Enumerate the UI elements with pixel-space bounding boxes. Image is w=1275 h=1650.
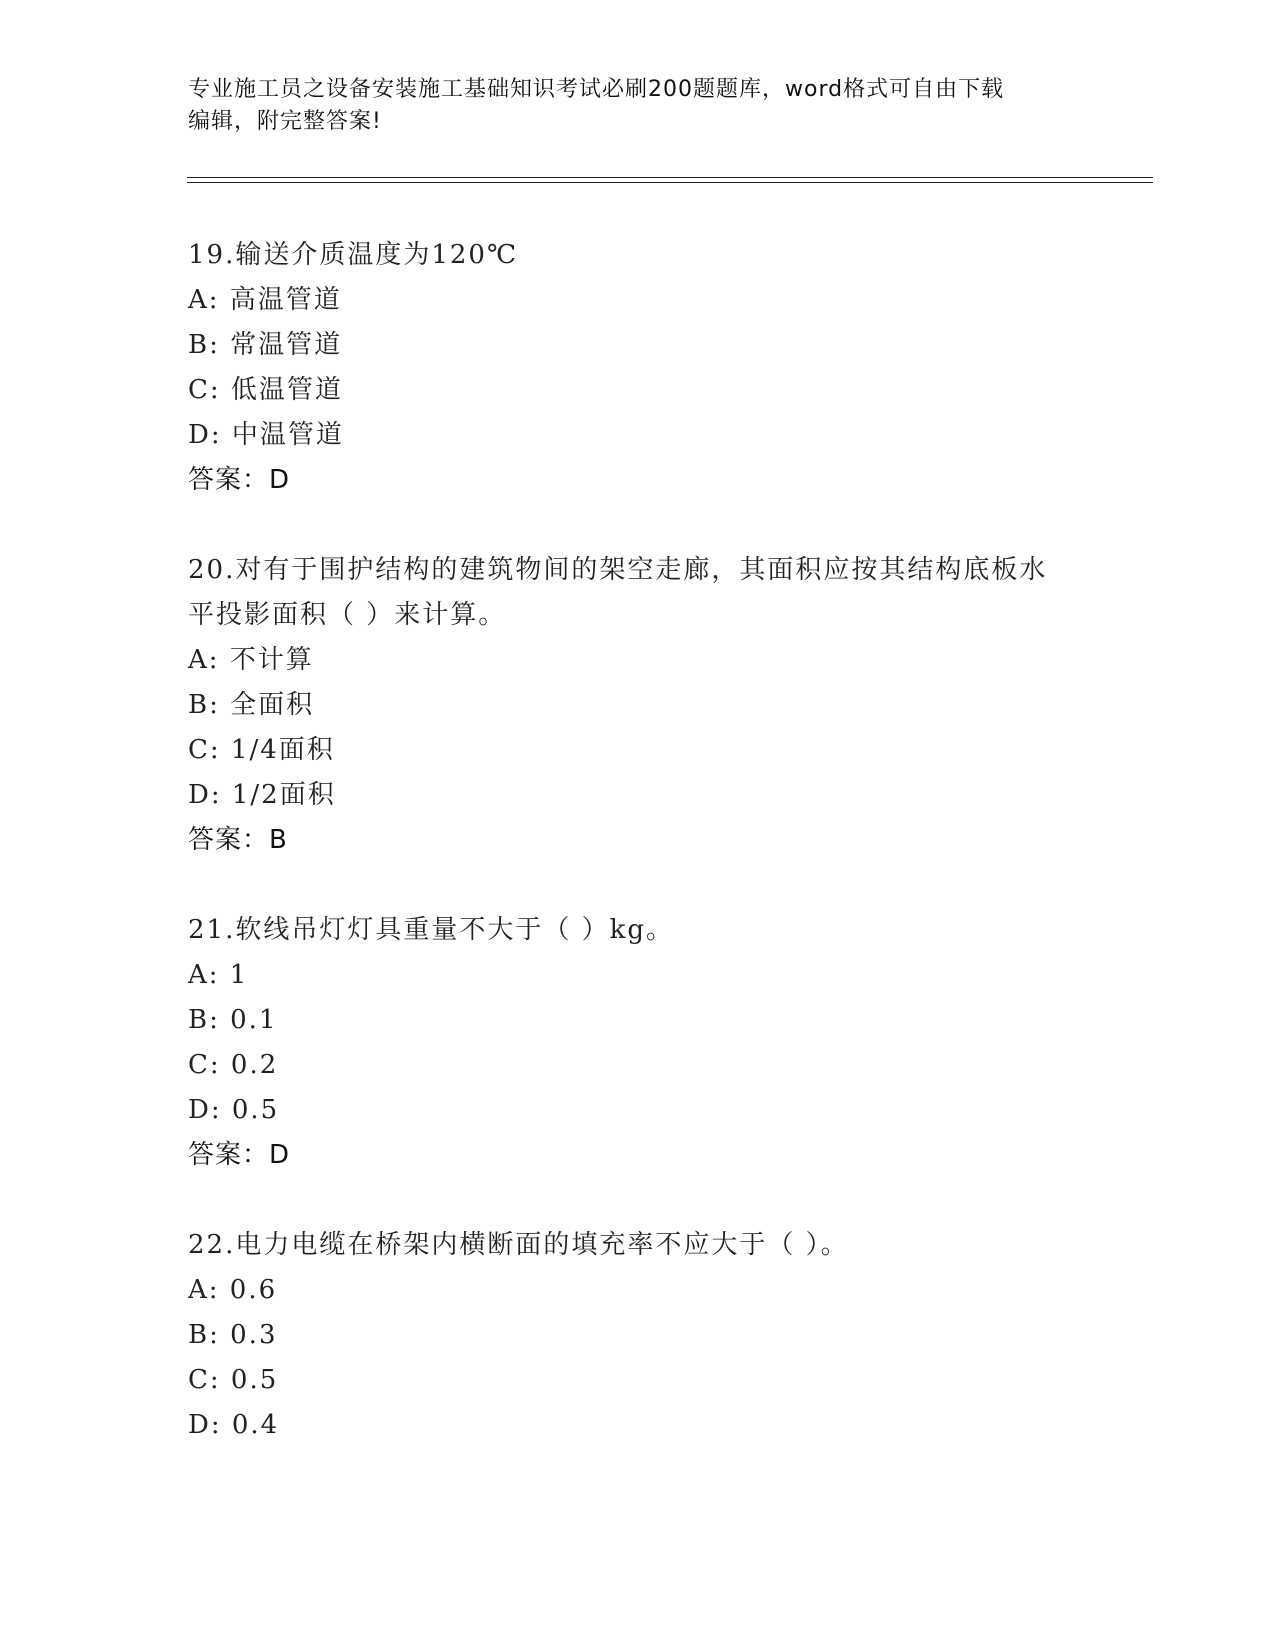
question-20-answer: 答案：B [188, 825, 288, 855]
question-19-stem: 19.输送介质温度为120℃ [188, 240, 519, 270]
question-22-option-a: A: 0.6 [188, 1275, 278, 1305]
question-20-option-b: B: 全面积 [188, 690, 315, 720]
header-line-2: 编辑，附完整答案! [188, 109, 382, 134]
question-19-option-b: B: 常温管道 [188, 330, 343, 360]
question-20-stem-line-2: 平投影面积（ ）来计算。 [188, 600, 507, 630]
question-22-stem: 22.电力电缆在桥架内横断面的填充率不应大于（ ）。 [188, 1230, 849, 1260]
question-21-option-c: C: 0.2 [188, 1050, 279, 1080]
question-21-option-a: A: 1 [188, 960, 249, 990]
header-line-1: 专业施工员之设备安装施工基础知识考试必刷200题题库，word格式可自由下载 [188, 77, 1005, 102]
question-21-option-d: D: 0.5 [188, 1095, 280, 1125]
question-22-option-d: D: 0.4 [188, 1410, 280, 1440]
header-rule-bottom [187, 182, 1153, 183]
question-19-answer: 答案：D [188, 465, 291, 495]
question-21-option-b: B: 0.1 [188, 1005, 278, 1035]
question-21-answer: 答案：D [188, 1140, 291, 1170]
question-19-option-a: A: 高温管道 [188, 285, 342, 315]
question-22-option-b: B: 0.3 [188, 1320, 278, 1350]
header-rule-top [187, 177, 1153, 178]
question-19-option-d: D: 中温管道 [188, 420, 344, 450]
question-19-option-c: C: 低温管道 [188, 375, 343, 405]
question-20-option-c: C: 1/4面积 [188, 735, 335, 765]
question-20-option-d: D: 1/2面积 [188, 780, 336, 810]
question-21-stem: 21.软线吊灯灯具重量不大于（ ）kg。 [188, 915, 675, 945]
question-20-stem-line-1: 20.对有于围护结构的建筑物间的架空走廊，其面积应按其结构底板水 [188, 555, 1048, 585]
question-20-option-a: A: 不计算 [188, 645, 314, 675]
document-header [188, 74, 1088, 138]
question-22-option-c: C: 0.5 [188, 1365, 279, 1395]
